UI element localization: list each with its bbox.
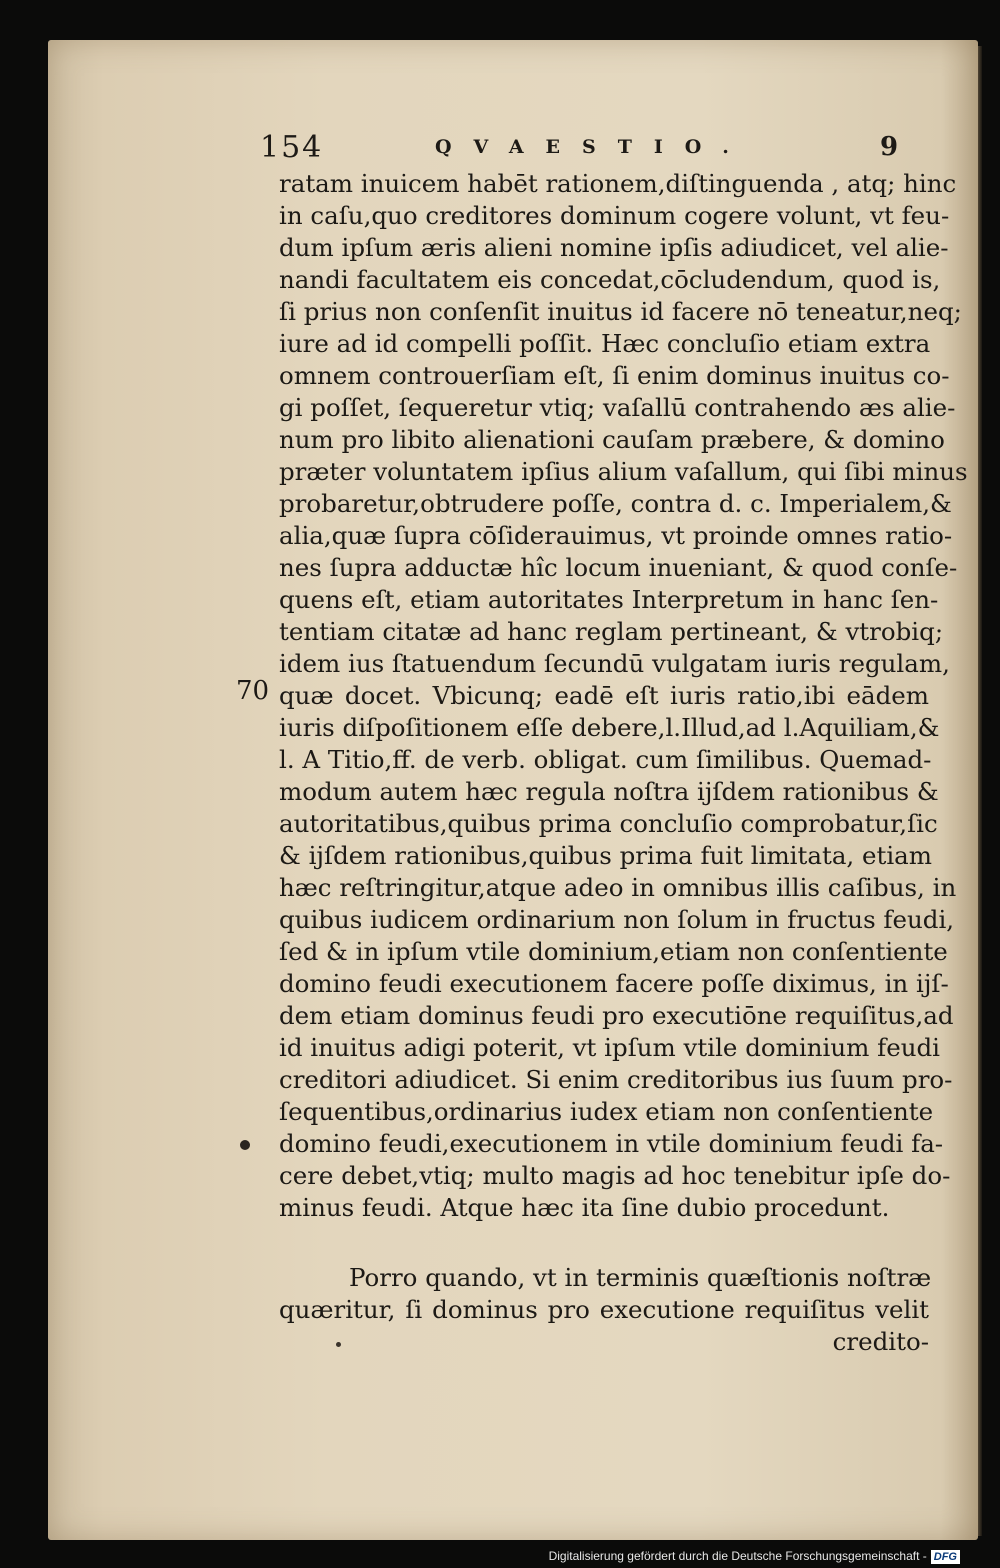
text-line: alia,quæ ſupra cōſiderauimus, vt proinde omnes ratio-: [279, 521, 953, 550]
text-line: num pro libito alienationi cauſam præbere, & domino: [279, 425, 945, 454]
text-line: quæritur, ſi dominus pro executione requiſitus velit: [279, 1295, 929, 1324]
text-line: creditori adiudicet. Si enim creditoribus ius ſuum pro-: [279, 1065, 953, 1094]
text-line: probaretur,obtrudere poſſe, contra d. c. Imperialem,&: [279, 489, 952, 518]
text-line: & ijſdem rationibus,quibus prima fuit limitata, etiam: [279, 841, 933, 870]
text-line: domino feudi,executionem in vtile dominium feudi fa-: [279, 1129, 944, 1158]
body-text: [279, 168, 968, 1358]
text-line: dem etiam dominus feudi pro executiōne requiſitus,ad: [279, 1001, 954, 1030]
text-line: nes ſupra adductæ hîc locum inueniant, & quod conſe-: [279, 553, 958, 582]
text-line: gi poſſet, ſequeretur vtiq; vaſallū contrahendo æs alie-: [279, 393, 956, 422]
text-line: minus feudi. Atque hæc ita ſine dubio procedunt.: [279, 1193, 890, 1222]
text-line: domino feudi executionem facere poſſe diximus, in ijſ-: [279, 969, 949, 998]
page-number: 154: [260, 130, 324, 165]
text-line: omnem controuerſiam eſt, ſi enim dominus inuitus co-: [279, 361, 950, 390]
dfg-logo: DFG: [931, 1550, 960, 1564]
text-line: iure ad id compelli poſſit. Hæc concluſio etiam extra: [279, 329, 931, 358]
text-line: in caſu,quo creditores dominum cogere volunt, vt feu-: [279, 201, 950, 230]
text-line: iuris diſpoſitionem eſſe debere,l.Illud,ad l.Aquiliam,&: [279, 713, 940, 742]
text-line: Porro quando, vt in terminis quæſtionis noſtræ: [349, 1263, 932, 1292]
text-line: quibus iudicem ordinarium non ſolum in fructus feudi,: [279, 905, 955, 934]
text-line: modum autem hæc regula noſtra ijſdem rationibus &: [279, 777, 939, 806]
text-line: l. A Titio,ff. de verb. obligat. cum ſimilibus. Quemad-: [279, 745, 932, 774]
text-line: hæc reſtringitur,atque adeo in omnibus illis caſibus, in: [279, 873, 957, 902]
margin-bullet-icon: [240, 1140, 250, 1150]
margin-line-number: 70: [236, 676, 270, 706]
credit-text: Digitalisierung gefördert durch die Deutsche Forschungsgemeinschaft -: [548, 1549, 927, 1563]
text-line: dum ipſum æris alieni nomine ipſis adiudicet, vel alie-: [279, 233, 949, 262]
text-line: cere debet,vtiq; multo magis ad hoc tenebitur ipſe do-: [279, 1161, 951, 1190]
text-line: nandi facultatem eis concedat,cōcludendum, quod is,: [279, 265, 941, 294]
text-line: id inuitus adigi poterit, vt ipſum vtile dominium feudi: [279, 1033, 940, 1062]
text-line: autoritatibus,quibus prima concluſio comprobatur,ſic: [279, 809, 938, 838]
text-line: ſed & in ipſum vtile dominium,etiam non conſentiente: [279, 937, 948, 966]
text-line: quens eſt, etiam autoritates Interpretum in hanc ſen-: [279, 585, 939, 614]
text-line: tentiam citatæ ad hanc reglam pertineant, & vtrobiq;: [279, 617, 944, 646]
text-line: ratam inuicem habēt rationem,diſtinguenda , atq; hinc: [279, 169, 957, 198]
text-line: quæ docet. Vbicunq; eadē eſt iuris ratio,ibi eādem: [279, 681, 929, 710]
running-head-title: QVAESTIO.: [435, 136, 751, 158]
running-head: [260, 130, 920, 170]
text-line: idem ius ſtatuendum ſecundū vulgatam iuris regulam,: [279, 649, 950, 678]
paragraph-gap: [279, 1224, 929, 1262]
digitization-credit: [549, 1549, 960, 1564]
catchword: credito-: [832, 1327, 929, 1356]
text-line: præter voluntatem ipſius alium vaſallum, qui ſibi minus: [279, 457, 968, 486]
text-line: ſequentibus,ordinarius iudex etiam non conſentiente: [279, 1097, 934, 1126]
text-line: ſi prius non conſenſit inuitus id facere nō teneatur,neq;: [279, 297, 962, 326]
ink-speck: [336, 1342, 341, 1347]
corner-mark: 9: [880, 132, 899, 162]
